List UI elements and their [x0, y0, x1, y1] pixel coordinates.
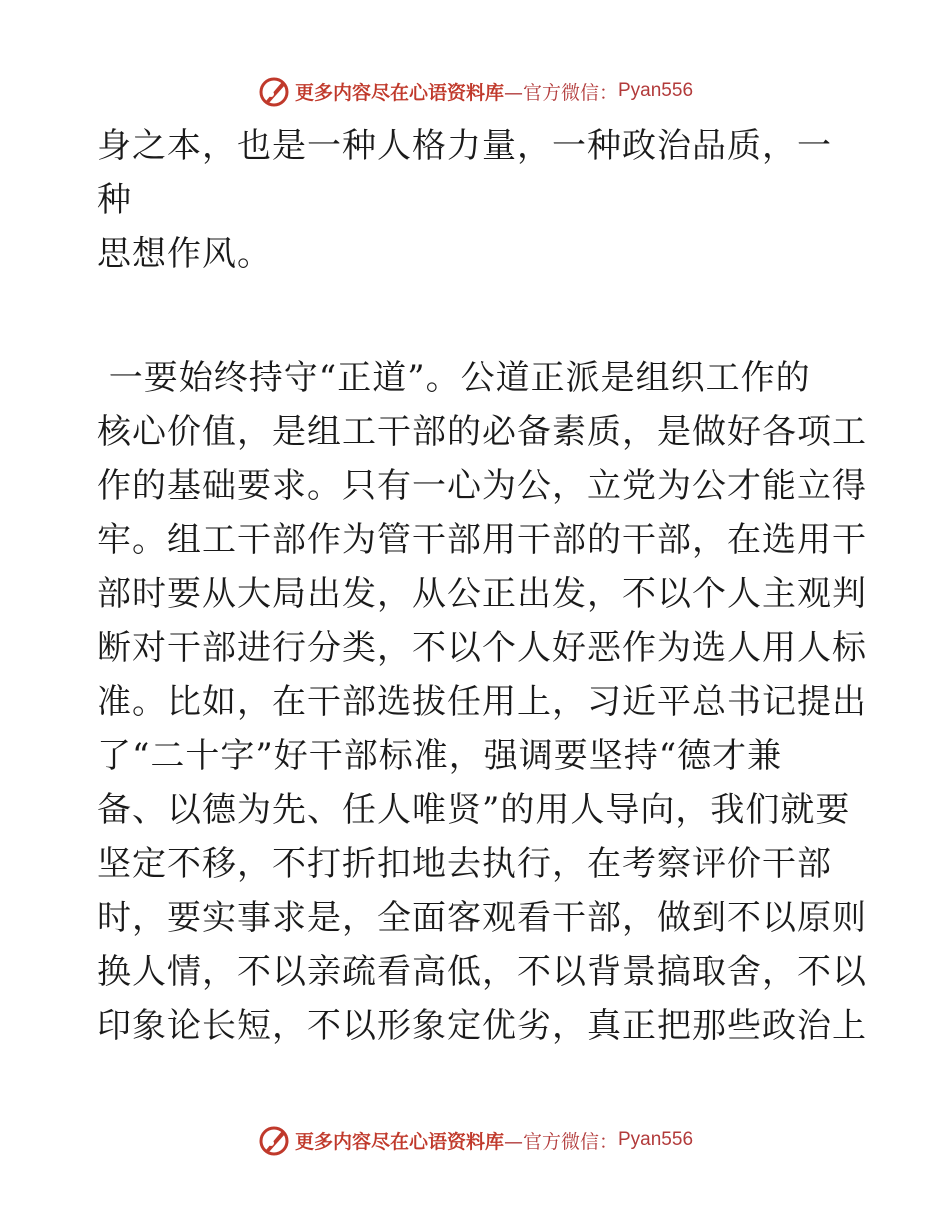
text-line: 思想作风。	[97, 234, 272, 274]
banner-subtitle: —官方微信：	[503, 81, 618, 104]
footer-banner	[0, 1120, 950, 1160]
text-line: 身之本，也是一种人格力量，一种政治品质，一种	[97, 126, 832, 220]
paragraph	[97, 297, 867, 1053]
document-body	[97, 119, 867, 1053]
text-line: 印象论长短，不以形象定优劣，真正把那些政治上	[97, 1006, 867, 1046]
text-line: 备、以德为先、任人唯贤”的用人导向，我们就要	[97, 790, 851, 830]
text-line: 准。比如，在干部选拔任用上，习近平总书记提出	[97, 682, 867, 722]
paragraph	[97, 119, 857, 281]
banner-title: 更多内容尽在心语资料库	[294, 81, 504, 104]
text-line: 断对干部进行分类，不以个人好恶作为选人用人标	[97, 628, 867, 668]
quill-pen-icon	[257, 1123, 291, 1157]
banner-handle: Pyan556	[618, 80, 694, 101]
text-line: 部时要从大局出发，从公正出发，不以个人主观判	[97, 574, 867, 614]
text-line: 换人情，不以亲疏看高低，不以背景搞取舍，不以	[97, 952, 867, 992]
text-line: 牢。组工干部作为管干部用干部的干部，在选用干	[97, 520, 867, 560]
banner-title: 更多内容尽在心语资料库	[294, 1130, 504, 1153]
text-line: 了“二十字”好干部标准，强调要坚持“德才兼	[97, 736, 783, 776]
header-banner	[0, 71, 950, 111]
text-line: 作的基础要求。只有一心为公，立党为公才能立得	[97, 466, 867, 506]
text-line: 时，要实事求是，全面客观看干部，做到不以原则	[97, 898, 867, 938]
text-line: 一要始终持守“正道”。公道正派是组织工作的	[97, 358, 811, 398]
banner-subtitle: —官方微信：	[503, 1130, 618, 1153]
banner-handle: Pyan556	[618, 1129, 694, 1150]
quill-pen-icon	[257, 74, 291, 108]
text-line: 核心价值，是组工干部的必备素质，是做好各项工	[97, 412, 867, 452]
text-line: 坚定不移，不打折扣地去执行，在考察评价干部	[97, 844, 832, 884]
